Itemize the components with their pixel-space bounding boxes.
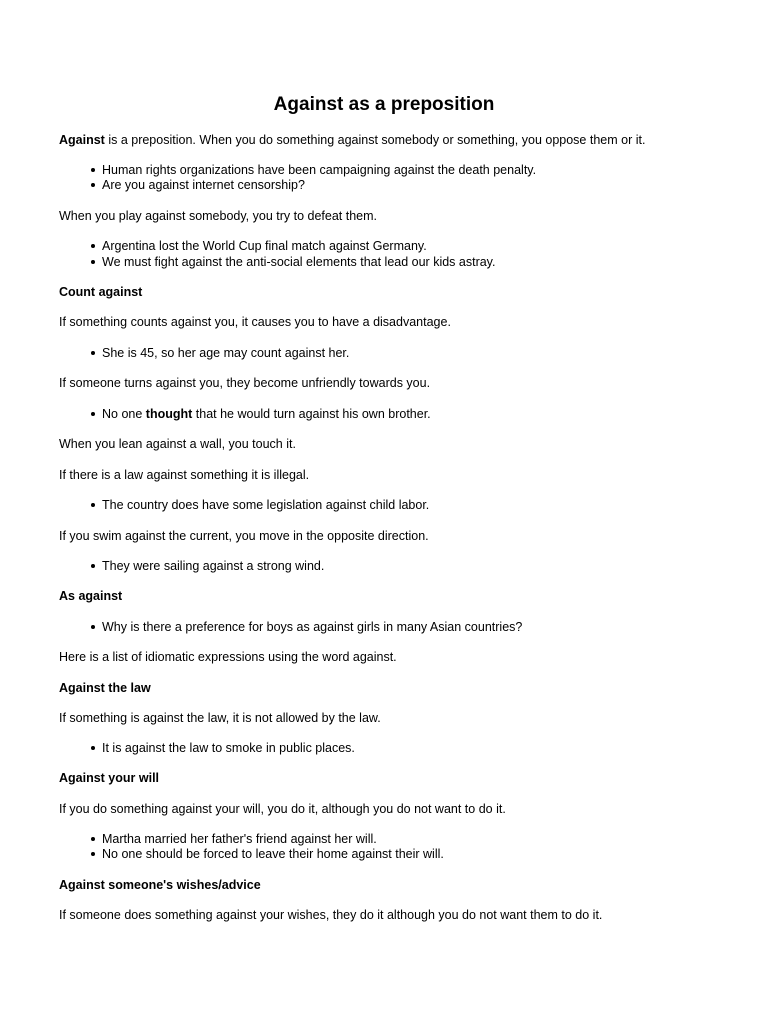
paragraph: If you do something against your will, you do it, although you do not want to do it. — [59, 802, 506, 816]
paragraph: If something counts against you, it causes you to have a disadvantage. — [59, 315, 451, 329]
paragraph: When you play against somebody, you try to defeat them. — [59, 209, 377, 223]
list-item-text: Are you against internet censorship? — [102, 178, 305, 192]
list-item-text: The country does have some legislation against child labor. — [102, 498, 430, 512]
section-heading: Against someone's wishes/advice — [59, 878, 261, 892]
section-heading: Count against — [59, 285, 143, 299]
page-title: Against as a preposition — [273, 94, 495, 115]
bullet-icon — [91, 852, 95, 856]
intro-paragraph — [59, 132, 645, 148]
list-item-text: They were sailing against a strong wind. — [102, 559, 325, 573]
bullet-icon — [91, 168, 95, 172]
list-item-text: It is against the law to smoke in public places. — [102, 741, 355, 755]
bullet-icon — [91, 260, 95, 264]
bullet-icon — [91, 837, 95, 841]
intro-term: Against — [59, 133, 105, 147]
bullet-icon — [91, 503, 95, 507]
paragraph: If there is a law against something it is illegal. — [59, 468, 310, 482]
bullet-icon — [91, 183, 95, 187]
section-heading: Against your will — [59, 771, 160, 785]
bullet-icon — [91, 351, 95, 355]
paragraph: If something is against the law, it is not allowed by the law. — [59, 711, 381, 725]
bullet-icon — [91, 625, 95, 629]
bullet-icon — [91, 244, 95, 248]
bullet-icon — [91, 564, 95, 568]
intro-text: is a preposition. When you do something against somebody or something, you oppose them or it. — [104, 133, 646, 147]
bullet-icon — [91, 412, 95, 416]
list-item-text: No one thought that he would turn against his own brother. — [102, 407, 431, 421]
list-item-text: Human rights organizations have been campaigning against the death penalty. — [102, 163, 537, 177]
paragraph: If someone does something against your wishes, they do it although you do not want them to do it. — [59, 908, 603, 922]
list-item-text: Martha married her father's friend against her will. — [102, 832, 377, 846]
list-item-text: Argentina lost the World Cup final match against Germany. — [102, 239, 427, 253]
bullet-icon — [91, 746, 95, 750]
list-item-text: No one should be forced to leave their home against their will. — [102, 847, 444, 861]
section-heading: As against — [59, 589, 123, 603]
list-item-text: We must fight against the anti-social elements that lead our kids astray. — [102, 255, 496, 269]
list-item-text: Why is there a preference for boys as against girls in many Asian countries? — [102, 620, 523, 634]
list-item-text: She is 45, so her age may count against her. — [102, 346, 350, 360]
paragraph: When you lean against a wall, you touch it. — [59, 437, 296, 451]
section-heading: Against the law — [59, 681, 151, 695]
paragraph: If someone turns against you, they become unfriendly towards you. — [59, 376, 431, 390]
paragraph: Here is a list of idiomatic expressions using the word against. — [59, 650, 397, 664]
paragraph: If you swim against the current, you move in the opposite direction. — [59, 529, 429, 543]
